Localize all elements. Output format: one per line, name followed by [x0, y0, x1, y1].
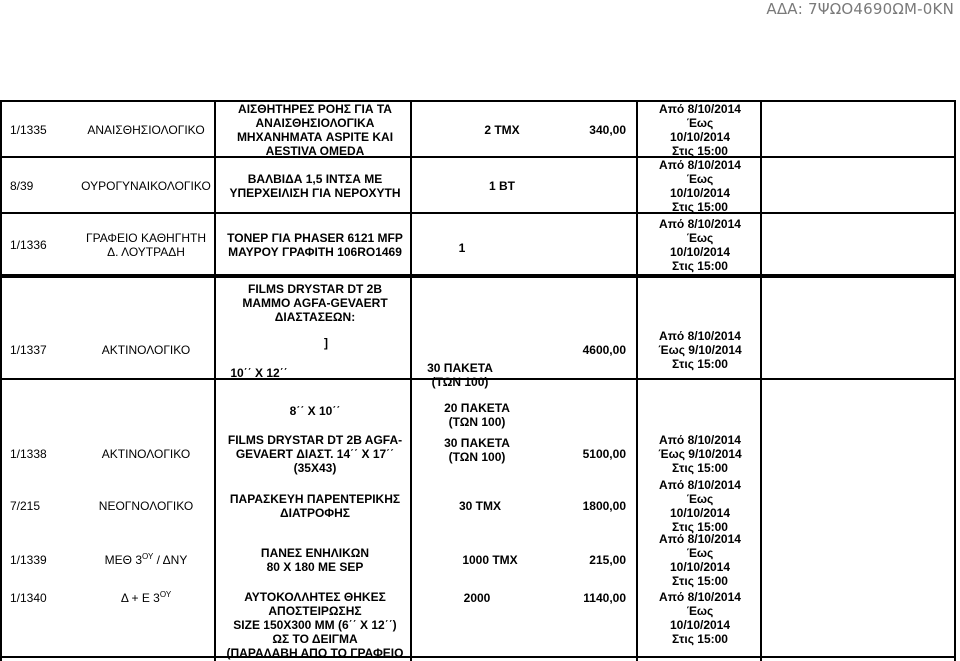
quantity-line: (ΤΩΝ 100) [448, 415, 506, 429]
deadline-line: Έως [686, 604, 714, 618]
cell-deadline [640, 214, 760, 276]
description-line: ΑΠΟΣΤΕΙΡΩΣΗΣ [268, 604, 362, 618]
deadline-line: Έως [686, 116, 714, 130]
deadline-line: Στις 15:00 [672, 200, 728, 214]
description-line: ΒΑΛΒΙΔΑ 1,5 ΙΝΤΣΑ ΜΕ [247, 172, 383, 186]
department-text: ΜΕΘ 3 [104, 553, 142, 567]
cell-code: 1/1338 [10, 447, 47, 461]
department-line [121, 591, 171, 605]
deadline-line: 10/10/2014 [669, 560, 731, 574]
deadline-line: Στις 15:00 [672, 357, 728, 371]
description-line: ΩΣ ΤΟ ΔΕΙΓΜΑ [272, 632, 358, 646]
cell-deadline [640, 534, 760, 586]
description-line: ΑΙΣΘΗΤΗΡΕΣ ΡΟΗΣ ΓΙΑ ΤΑ [238, 102, 392, 116]
department-text: Δ + Ε 3 [120, 591, 160, 605]
cell-deadline [640, 430, 760, 478]
cell-amount: 215,00 [589, 553, 626, 567]
deadline-line: 10/10/2014 [669, 130, 731, 144]
cell-code: 1/1335 [10, 123, 47, 137]
deadline-line: Από 8/10/2014 [659, 532, 741, 546]
description-line: ΑΝΑΙΣΘΗΣΙΟΛΟΓΙΚΑ [255, 116, 375, 130]
cell-description [218, 478, 412, 534]
quantity-line: 30 ΠΑΚΕΤΑ [444, 436, 510, 450]
deadline-line: Από 8/10/2014 [659, 102, 741, 116]
quantity-line: (ΤΩΝ 100) [431, 375, 489, 389]
cell-department [76, 214, 216, 276]
deadline-line: Έως 9/10/2014 [658, 447, 742, 461]
description-line: (35Χ43) [293, 461, 337, 475]
deadline-line: Έως 9/10/2014 [658, 343, 742, 357]
description-line: FILMS DRYSTAR DT 2B AGFA- [227, 433, 403, 447]
deadline-line: 10/10/2014 [669, 245, 731, 259]
cell-amount: 4600,00 [582, 343, 626, 357]
deadline-line: 10/10/2014 [669, 186, 731, 200]
deadline-line: Έως [686, 231, 714, 245]
description-line: ΔΙΑΣΤΑΣΕΩΝ: [274, 310, 356, 324]
deadline-line: Στις 15:00 [672, 574, 728, 588]
deadline-line: Στις 15:00 [672, 259, 728, 273]
cell-description [218, 430, 412, 478]
deadline-line: Από 8/10/2014 [659, 158, 741, 172]
deadline-line: Έως [686, 492, 714, 506]
cell-code: 1/1339 [10, 553, 47, 567]
table-column-rule [954, 100, 956, 661]
description-line: (ΠΑΡΑΛΑΒΗ ΑΠΟ ΤΟ ΓΡΑΦΕΙΟ [226, 646, 404, 660]
cell-quantity: 1 ΒΤ [488, 179, 515, 193]
cell-code: 1/1336 [10, 238, 47, 252]
description-line: ΔΙΑΤΡΟΦΗΣ [279, 506, 350, 520]
department-superscript: ΟΥ [159, 590, 172, 599]
description-line: FILMS DRYSTAR DT 2B [248, 282, 382, 296]
description-line: ΑΥΤΟΚΟΛΛΗΤΕΣ ΘΗΚΕΣ [244, 590, 386, 604]
cell-deadline [640, 590, 760, 660]
cell-department: ΑΚΤΙΝΟΛΟΓΙΚΟ [101, 343, 191, 357]
cell-code: 8/39 [10, 179, 34, 193]
cell-deadline [640, 280, 760, 420]
cell-code: 7/215 [10, 499, 41, 513]
description-line: ΠΑΡΑΣΚΕΥΗ ΠΑΡΕΝΤΕΡΙΚΗΣ [229, 492, 401, 506]
cell-department [76, 590, 216, 606]
description-size: 8΄΄ Χ 10΄΄ [289, 404, 341, 418]
description-line: 80 Χ 180 ΜΕ SEP [266, 560, 364, 574]
deadline-line: Από 8/10/2014 [659, 478, 741, 492]
cell-quantity-secondary [412, 400, 542, 430]
department-line [105, 553, 188, 567]
deadline-line: 10/10/2014 [669, 506, 731, 520]
deadline-line: Έως [686, 546, 714, 560]
cell-department: ΑΝΑΙΣΘΗΣΙΟΛΟΓΙΚΟ [87, 123, 205, 137]
cell-amount: 1140,00 [583, 591, 626, 605]
description-line: ΤΟΝΕΡ ΓΙΑ PHASER 6121 MFP [227, 231, 403, 245]
cell-quantity: 30 ΤΜΧ [458, 499, 501, 513]
ada-stamp: ΑΔΑ: 7ΨΩΟ4690ΩΜ-0ΚΝ [766, 0, 954, 18]
description-line: MAMMO AGFA-GEVAERT [242, 296, 388, 310]
cell-description [218, 534, 412, 586]
deadline-line: Από 8/10/2014 [659, 433, 741, 447]
cell-amount: 340,00 [589, 123, 626, 137]
deadline-line: Από 8/10/2014 [659, 590, 741, 604]
cell-deadline [640, 158, 760, 214]
cell-quantity [412, 434, 542, 466]
cell-amount: 1800,00 [582, 499, 626, 513]
cell-code: 1/1337 [10, 343, 47, 357]
deadline-line: Στις 15:00 [672, 520, 728, 534]
cell-amount: 5100,00 [582, 447, 626, 461]
cell-description [218, 590, 412, 660]
deadline-line: Από 8/10/2014 [659, 329, 741, 343]
cell-code: 1/1340 [10, 591, 47, 605]
cell-quantity: 2000 [463, 591, 491, 605]
cell-department [76, 534, 216, 586]
department-superscript: ΟΥ [142, 552, 154, 561]
department-text: / ΔΝΥ [153, 553, 188, 567]
cell-department: ΝΕΟΓΝΟΛΟΓΙΚΟ [98, 499, 194, 513]
description-line: ΠΑΝΕΣ ΕΝΗΛΙΚΩΝ [260, 546, 370, 560]
procurement-table [0, 100, 956, 661]
deadline-line: Στις 15:00 [672, 144, 728, 158]
description-line: SIZE 150Χ300 ΜΜ (6΄΄ Χ 12΄΄) [233, 618, 397, 632]
cell-description [218, 102, 412, 158]
table-column-rule [760, 100, 762, 661]
description-line: ΜΗΧΑΝΗΜΑΤΑ ASPITE ΚΑΙ [236, 130, 394, 144]
cell-department: ΟΥΡΟΓΥΝΑΙΚΟΛΟΓΙΚΟ [81, 179, 211, 193]
department-line: Δ. ΛΟΥΤΡΑΔΗ [107, 245, 185, 259]
cell-description [218, 158, 412, 214]
description-line: ΜΑΥΡΟΥ ΓΡΑΦΙΤΗ 106RO1469 [228, 245, 402, 259]
cell-quantity: 1000 ΤΜΧ [462, 553, 518, 567]
description-bracket: ] [324, 336, 328, 350]
quantity-line: 30 ΠΑΚΕΤΑ [427, 361, 493, 375]
cell-description-heading [218, 282, 412, 324]
table-column-rule [636, 100, 638, 661]
deadline-line: 10/10/2014 [669, 618, 731, 632]
cell-quantity: 1 [458, 241, 466, 255]
cell-deadline [640, 478, 760, 534]
quantity-line: (ΤΩΝ 100) [448, 450, 506, 464]
deadline-line: Στις 15:00 [672, 461, 728, 475]
deadline-line: Έως [686, 172, 714, 186]
department-line: ΓΡΑΦΕΙΟ ΚΑΘΗΓΗΤΗ [86, 231, 206, 245]
cell-quantity: 2 ΤΜΧ [484, 123, 520, 137]
description-line: GEVAERT ΔΙΑΣΤ. 14΄΄ Χ 17΄΄ [235, 447, 395, 461]
deadline-line: Στις 15:00 [672, 632, 728, 646]
description-line: ΥΠΕΡΧΕΙΛΙΣΗ ΓΙΑ ΝΕΡΟΧΥΤΗ [229, 186, 401, 200]
deadline-line: Από 8/10/2014 [659, 217, 741, 231]
description-line: AESTIVA OMEDA [265, 144, 365, 158]
quantity-line: 20 ΠΑΚΕΤΑ [444, 401, 510, 415]
cell-department: ΑΚΤΙΝΟΛΟΓΙΚΟ [101, 447, 191, 461]
description-size: 10΄΄ Χ 12΄΄ [230, 366, 288, 380]
cell-description [218, 214, 412, 276]
cell-deadline [640, 102, 760, 158]
